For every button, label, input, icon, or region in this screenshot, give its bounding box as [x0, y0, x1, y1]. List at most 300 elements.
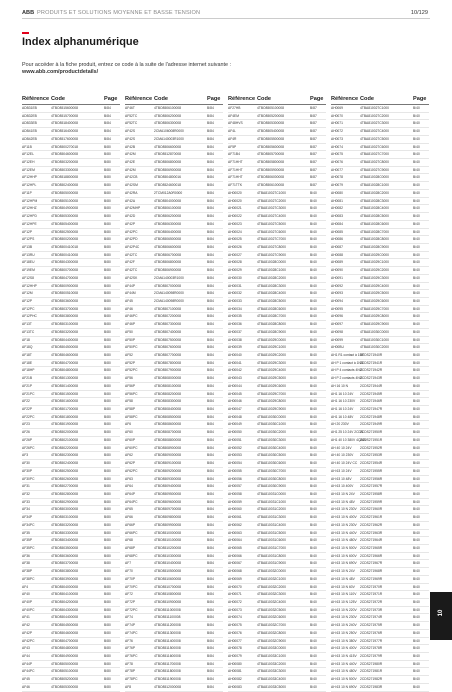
index-row	[125, 190, 223, 198]
index-row	[228, 398, 326, 406]
row-code: 4TBO8508600008	[154, 422, 181, 427]
row-code: 4TBA810027C6000	[360, 144, 389, 149]
index-row	[228, 213, 326, 221]
row-code: 4TBO8502400008	[51, 461, 78, 466]
row-reference: AF46	[125, 306, 133, 311]
index-row	[331, 229, 429, 237]
index-row	[125, 383, 223, 391]
row-code: 4TBO8510200008	[154, 545, 181, 550]
index-row	[331, 329, 429, 337]
row-page: B/40	[413, 522, 420, 527]
row-code: 4TBO8510800008	[154, 592, 181, 597]
header-code: Code	[51, 96, 65, 102]
index-row	[125, 283, 223, 291]
row-reference: AF52TC	[125, 113, 138, 118]
index-row	[331, 391, 429, 399]
row-code: 4TBO8502900008	[51, 499, 78, 504]
row-page: B/40	[413, 530, 420, 535]
index-row	[228, 167, 326, 175]
row-code: 4TBO8503200008	[51, 522, 78, 527]
row-page: B/40	[310, 322, 317, 327]
row-code: 4TBO8506000008	[257, 175, 284, 180]
row-reference: AH0099	[331, 337, 343, 342]
row-reference: AH00020	[228, 190, 242, 195]
row-page: B/40	[413, 237, 420, 242]
row-page: B/87	[310, 136, 317, 141]
index-row	[22, 136, 120, 144]
row-code: 4TBO8512870008	[154, 152, 181, 157]
index-row	[22, 460, 120, 468]
row-reference: AF42M	[125, 167, 136, 172]
index-row	[125, 491, 223, 499]
index-row	[228, 391, 326, 399]
row-reference: AF21B	[22, 376, 33, 381]
index-row	[125, 259, 223, 267]
index-row	[22, 167, 120, 175]
row-code: 4TBO8504100008	[51, 592, 78, 597]
row-reference: AF42SM	[125, 183, 138, 188]
index-row	[228, 568, 326, 576]
row-page: B/40	[310, 538, 317, 543]
row-page: B/80	[104, 461, 111, 466]
index-row	[125, 128, 223, 136]
row-page: B/40	[413, 499, 420, 504]
row-code: 4TBA810029C5000	[257, 376, 286, 381]
row-page: B/40	[310, 329, 317, 334]
row-page: B/40	[310, 584, 317, 589]
row-page: B/80	[104, 391, 111, 396]
row-code: 4TBO8510900008	[154, 600, 181, 604]
row-reference: AF5P	[228, 144, 237, 149]
index-row	[228, 499, 326, 507]
section-accent	[22, 32, 29, 34]
row-reference: AH00036	[228, 322, 242, 327]
index-row	[22, 205, 120, 213]
row-reference: AH0084	[331, 221, 343, 226]
row-code: 4TBO8508700008	[154, 430, 181, 435]
row-page: B/84	[207, 268, 214, 273]
row-page: B/84	[207, 476, 214, 481]
row-code: 4TBO8506900008	[154, 268, 181, 273]
row-code: 4TBO8501500008	[51, 391, 78, 396]
row-reference: AH00022	[228, 214, 242, 219]
row-page: B/40	[413, 476, 420, 481]
row-page: B/40	[310, 275, 317, 280]
index-row	[228, 337, 326, 345]
index-row	[22, 537, 120, 545]
row-code: 2CDS271966R	[360, 553, 383, 558]
row-code: 4TBO8502100008	[51, 437, 78, 442]
index-row	[125, 645, 223, 653]
row-code: 4TBO8510100008	[154, 538, 181, 543]
index-row	[331, 506, 429, 514]
row-page: B/40	[310, 383, 317, 388]
index-row	[228, 252, 326, 260]
index-row	[331, 468, 429, 476]
row-reference: AH 63 10 N 440V	[331, 530, 357, 535]
row-page: B/80	[104, 183, 111, 188]
row-reference: AH P 2 contacts 4NO	[331, 376, 363, 381]
row-page: B/40	[310, 592, 317, 597]
row-page: B/80	[104, 684, 111, 689]
row-reference: AF52TC	[125, 121, 138, 126]
row-code: 4TBA810027C7000	[360, 152, 389, 157]
row-code: 2CDS271961R	[360, 515, 383, 520]
row-reference: AH 63 10 N 125V	[331, 600, 357, 604]
row-reference: AH00083	[228, 684, 242, 689]
row-page: B/40	[310, 376, 317, 381]
row-page: B/40	[413, 669, 420, 674]
row-page: B/40	[310, 607, 317, 612]
row-reference: AH00066	[228, 553, 242, 558]
header-page: Page	[104, 96, 118, 102]
row-code: 4TBO8502000008	[51, 430, 78, 435]
index-row	[331, 259, 429, 267]
row-page: B/40	[413, 198, 420, 203]
index-row	[228, 383, 326, 391]
row-reference: AF72	[125, 592, 133, 597]
row-code: 4TBA810027C5000	[360, 136, 389, 141]
row-reference: AH 63 10 N 110V	[331, 592, 357, 597]
row-reference: AF76	[125, 638, 133, 643]
row-reference: AH0073	[331, 136, 343, 141]
row-page: B/84	[207, 623, 214, 628]
row-reference: AH 63 10 N 500V	[331, 677, 357, 682]
row-page: B/84	[207, 607, 214, 612]
index-row	[22, 321, 120, 329]
row-code: 2CDS271970R	[360, 584, 383, 589]
section-tab	[430, 592, 452, 640]
index-row	[228, 614, 326, 622]
row-reference: AH 63 10 N 480V	[331, 669, 357, 674]
index-row	[22, 406, 120, 414]
index-row	[125, 576, 223, 584]
row-page: B/40	[310, 530, 317, 535]
header-code: Code	[257, 96, 271, 102]
row-code: 4TBO8503700008	[51, 306, 78, 311]
row-reference: AF52	[125, 353, 133, 357]
row-reference: AF78PC	[125, 677, 138, 682]
row-reference: AF42E	[125, 160, 136, 165]
row-reference: AH00081	[228, 669, 242, 674]
index-row	[22, 530, 120, 538]
row-page: B/40	[413, 515, 420, 520]
row-page: B/80	[104, 654, 111, 659]
row-page: B/84	[207, 167, 214, 172]
index-row	[22, 661, 120, 669]
row-code: 4TBO8511500008	[154, 646, 181, 651]
row-code: 4TBO8510600008	[154, 576, 181, 581]
row-code: 2CDS271976R	[360, 630, 383, 635]
row-reference: AH 63 10 N 60V	[331, 584, 355, 589]
row-reference: AH0074	[331, 144, 343, 149]
index-row	[331, 375, 429, 383]
row-code: 2CDS271960R	[360, 507, 383, 512]
row-code: 4TBO8502500008	[51, 229, 78, 234]
header-reference: Référence	[125, 96, 153, 102]
index-row	[125, 514, 223, 522]
row-page: B/40	[413, 576, 420, 581]
index-row	[228, 599, 326, 607]
row-code: 4TBO8506600008	[154, 144, 181, 149]
row-page: B/40	[310, 391, 317, 396]
row-reference: AF74P	[125, 623, 136, 628]
row-code: 4TBA810030C2000	[257, 430, 286, 435]
index-row	[228, 638, 326, 646]
row-reference: AF12EM	[22, 167, 35, 172]
row-page: B/84	[207, 368, 214, 373]
row-code: 4TBO8524600018	[154, 183, 181, 188]
row-page: B/40	[310, 545, 317, 550]
index-row	[125, 120, 223, 128]
index-row	[228, 190, 326, 198]
row-page: B/84	[104, 121, 111, 126]
row-page: B/40	[310, 214, 317, 219]
row-code: 4TBA810031C8000	[257, 553, 286, 558]
index-row	[125, 236, 223, 244]
row-reference: AH1 16 10 24V	[331, 391, 354, 396]
row-page: B/40	[413, 221, 420, 226]
index-row	[228, 560, 326, 568]
row-reference: AH00BU	[331, 345, 344, 350]
row-code: 2CMA140098R0000	[154, 291, 184, 296]
row-reference: AF78	[125, 661, 133, 666]
row-page: B/84	[207, 376, 214, 381]
index-row	[125, 136, 223, 144]
row-reference: AF30P	[22, 468, 33, 473]
row-reference: AH0076	[331, 160, 343, 165]
row-page: B/40	[413, 615, 420, 620]
row-code: 4TBA810033C0000	[257, 646, 286, 651]
row-code: 2CDS271950R	[360, 430, 383, 435]
row-page: B/40	[413, 229, 420, 234]
row-reference: AF35P	[22, 538, 33, 543]
row-code: 4TBO8504700008	[51, 638, 78, 643]
row-code: 4TBO8506900008	[154, 167, 181, 172]
row-code: 4TBO8505500008	[257, 136, 284, 141]
row-code: 4TBA810031C0000	[257, 491, 286, 496]
row-reference: AH 40 10 24V CC	[331, 461, 358, 466]
row-code: 4TBO8500200008	[51, 237, 78, 242]
index-row	[228, 375, 326, 383]
row-code: 4TBA810029C4000	[257, 368, 286, 373]
row-code: 4TBO8506300008	[154, 221, 181, 226]
row-code: 4TBA810029C1000	[360, 260, 389, 265]
row-reference: AF34P	[22, 515, 33, 520]
row-code: 4TBA810033C2000	[257, 661, 286, 666]
index-row	[228, 514, 326, 522]
index-row	[125, 167, 223, 175]
row-code: 4TBA810032C7000	[257, 623, 286, 628]
row-code: 4TBA810028C1000	[257, 268, 286, 273]
row-reference: AH00057	[228, 484, 242, 489]
row-reference: AF56PC	[125, 391, 138, 396]
row-reference: AH 40 10 24V	[331, 445, 352, 450]
row-code: 4TBA810031C3000	[257, 515, 286, 520]
row-code: 2CDS271978R	[360, 646, 383, 651]
row-reference: AH 63 10 N 230V	[331, 615, 357, 620]
row-code: 4TBO8505000008	[51, 661, 78, 666]
index-row	[22, 429, 120, 437]
index-row	[125, 313, 223, 321]
row-reference: AH00060	[228, 507, 242, 512]
row-reference: AH00041	[228, 360, 242, 365]
row-page: B/80	[104, 206, 111, 211]
index-row	[125, 205, 223, 213]
index-row	[125, 144, 223, 152]
index-row	[228, 275, 326, 283]
index-row	[228, 406, 326, 414]
row-page: B/40	[310, 229, 317, 234]
row-reference: AF6	[125, 422, 132, 427]
row-reference: AF42RA	[125, 190, 138, 195]
row-page: B/80	[104, 275, 111, 280]
row-code: 4TBO8509300008	[154, 476, 181, 481]
row-code: 4TBO8504400008	[51, 615, 78, 620]
index-row	[228, 344, 326, 352]
row-page: B/84	[207, 190, 214, 195]
row-reference: AH1 25 10 24V 2CDS	[331, 430, 364, 435]
row-page: B/80	[104, 152, 111, 157]
index-row	[228, 437, 326, 445]
row-page: B/40	[310, 437, 317, 442]
index-row	[331, 213, 429, 221]
row-reference: AF62PC	[125, 468, 138, 473]
index-row	[22, 120, 120, 128]
index-row	[228, 483, 326, 491]
row-page: B/40	[310, 677, 317, 682]
row-reference: AF44M	[125, 291, 136, 296]
row-code: 4TBO8504300008	[51, 260, 78, 265]
row-reference: AF3	[22, 453, 29, 458]
row-reference: AF12HHP	[22, 283, 37, 288]
row-code: 4TBO8506500008	[154, 237, 181, 242]
header-reference: Référence	[22, 96, 50, 102]
row-code: 4TBA810029C6000	[360, 298, 389, 303]
row-code: 4TBO8511300008	[154, 630, 181, 635]
row-reference: AF76PC	[125, 654, 138, 659]
row-page: B/40	[413, 298, 420, 303]
row-reference: AH00028	[228, 260, 242, 265]
row-reference: AH00074	[228, 615, 242, 620]
index-row	[228, 506, 326, 514]
row-reference: AH00042	[228, 368, 242, 373]
row-reference: AH0070	[331, 113, 343, 118]
row-code: 4TBA810031C2000	[257, 507, 286, 512]
row-reference: AF50P	[125, 337, 136, 342]
row-code: 4TBA810027C4000	[360, 129, 389, 134]
index-row	[228, 530, 326, 538]
index-row	[331, 352, 429, 360]
index-row	[228, 352, 326, 360]
index-row	[331, 684, 429, 692]
row-page: B/40	[310, 221, 317, 226]
row-page: B/40	[310, 684, 317, 689]
row-reference: AH00069	[228, 576, 242, 581]
row-code: 4TBO8509900008	[154, 522, 181, 527]
row-page: B/40	[413, 306, 420, 311]
row-code: 4TBO8507300008	[154, 322, 181, 327]
row-page: B/40	[310, 283, 317, 288]
row-page: B/40	[310, 407, 317, 412]
row-page: B/80	[104, 175, 111, 180]
index-row	[22, 514, 120, 522]
row-reference: AH0077	[331, 167, 343, 172]
row-reference: AF18T	[22, 353, 32, 357]
row-page: B/84	[207, 677, 214, 682]
row-page: B/80	[104, 453, 111, 458]
index-row	[125, 499, 223, 507]
row-reference: AF13TC	[22, 329, 35, 334]
index-row	[228, 159, 326, 167]
row-reference: AF7	[125, 561, 132, 566]
row-reference: AF4R	[228, 136, 237, 141]
row-reference: AF18Q	[22, 345, 33, 350]
row-page: B/40	[310, 638, 317, 643]
row-page: B/80	[104, 437, 111, 442]
row-code: 4TBA810029C7000	[257, 391, 286, 396]
row-reference: AH0078	[331, 175, 343, 180]
index-row	[125, 568, 223, 576]
row-code: 2CDS271951R	[360, 437, 383, 442]
row-code: 4TBO8510500008	[154, 569, 181, 574]
index-row	[228, 622, 326, 630]
row-reference: AF50	[125, 329, 133, 334]
row-page: B/40	[413, 322, 420, 327]
index-row	[22, 676, 120, 684]
row-page: B/80	[104, 322, 111, 327]
row-page: B/80	[104, 190, 111, 195]
index-row	[228, 267, 326, 275]
row-code: 4TBO8511600008	[154, 654, 181, 659]
row-page: B/40	[310, 615, 317, 620]
row-page: B/40	[310, 476, 317, 481]
row-code: 4TBO8504600008	[51, 630, 78, 635]
row-code: 4TBO8505200008	[51, 677, 78, 682]
index-row	[22, 151, 120, 159]
index-row	[22, 483, 120, 491]
row-code: 4TBA810030C0000	[257, 414, 286, 419]
index-row	[331, 120, 429, 128]
index-row	[331, 553, 429, 561]
index-column-1	[22, 95, 120, 692]
index-row	[125, 460, 223, 468]
index-row	[228, 205, 326, 213]
index-row	[22, 630, 120, 638]
row-page: B/84	[207, 206, 214, 211]
row-page: B/40	[310, 244, 317, 249]
row-code: 4TBA810029C1000	[257, 345, 286, 350]
row-reference: AH00048	[228, 414, 242, 419]
product-url[interactable]: www.abb.com/productdetails/	[22, 69, 99, 76]
row-page: B/84	[207, 561, 214, 566]
row-page: B/80	[104, 306, 111, 311]
row-code: 4TBO8502500008	[51, 468, 78, 473]
row-reference: AF74	[125, 615, 133, 620]
row-code: 4TBA810028C5000	[360, 214, 389, 219]
row-page: B/40	[413, 623, 420, 628]
row-page: B/40	[310, 260, 317, 265]
row-reference: AF26PC	[22, 445, 35, 450]
row-reference: AH00034	[228, 306, 242, 311]
row-code: 2CDS271983R	[360, 684, 383, 689]
index-row	[125, 105, 223, 113]
row-code: 4TBO8501400008	[51, 383, 78, 388]
row-reference: AH0071	[331, 121, 343, 126]
index-row	[22, 576, 120, 584]
row-page: B/40	[310, 298, 317, 303]
row-code: 4TBA810032C1000	[257, 576, 286, 581]
